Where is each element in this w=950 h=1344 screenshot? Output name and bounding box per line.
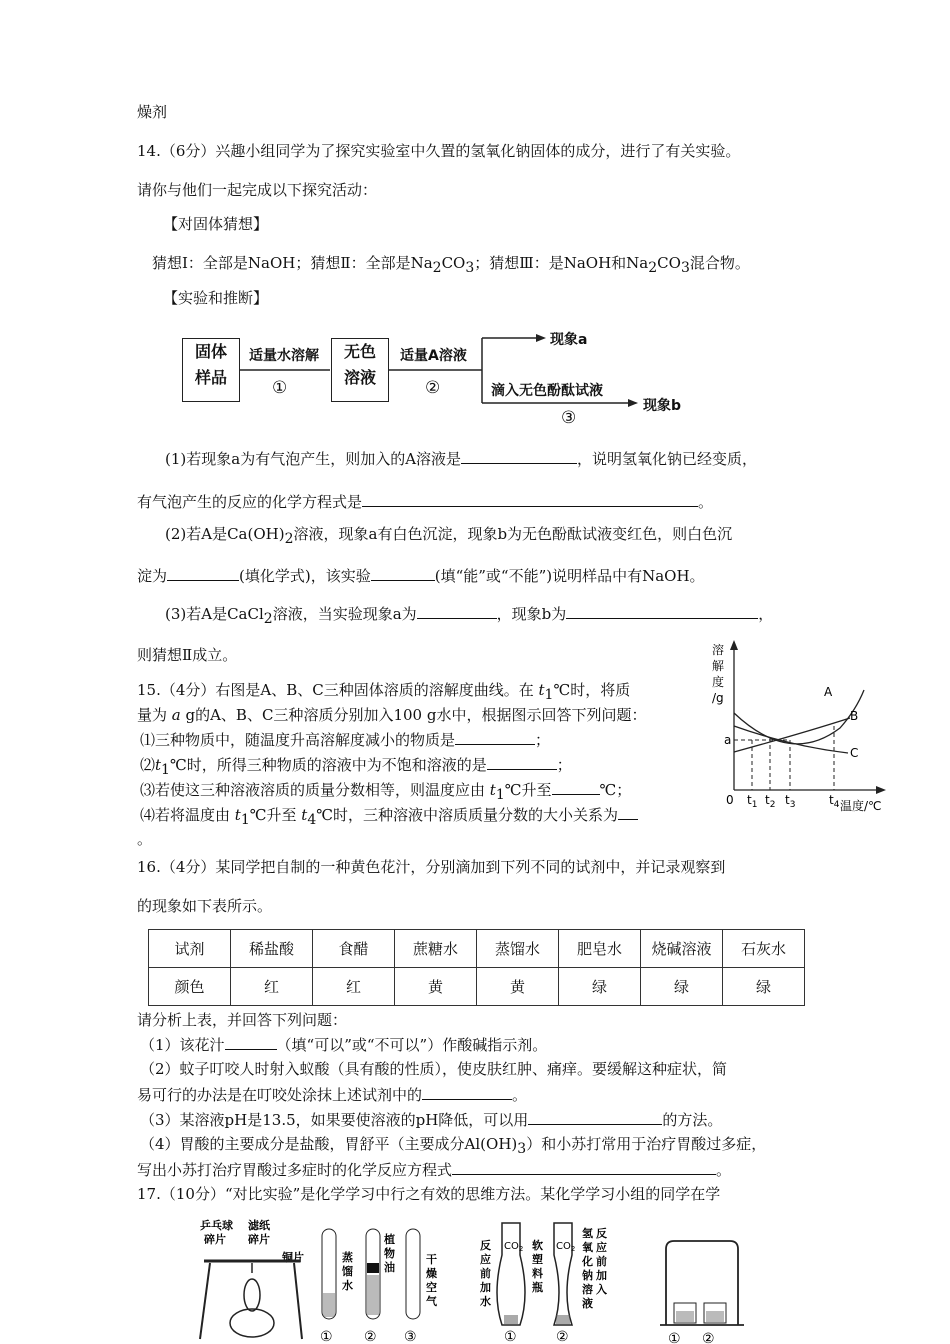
q15-sub2: $⑵t_1℃$时，所得三种物质的溶液中为不饱和溶液的是 ； xyxy=(140,756,572,778)
flow-result-b: 现象b xyxy=(643,398,682,414)
flow-step-2: ② xyxy=(425,378,441,398)
svg-text:反: 反 xyxy=(480,1239,491,1252)
svg-text:③: ③ xyxy=(404,1329,417,1344)
blank-phenomenon-b[interactable] xyxy=(566,603,758,619)
blank-A-solution[interactable] xyxy=(461,448,577,464)
ylabel-1: 溶 xyxy=(712,643,725,657)
table-cell: 蔗糖水 xyxy=(395,930,477,968)
table-cell: 黄 xyxy=(477,968,559,1006)
flow-arrows xyxy=(0,0,950,450)
q17-line1: 17.（10分）“对比实验”是化学学习中行之有效的思维方法。某化学学习小组的同学在学 xyxy=(137,1185,721,1203)
q14-part2-line2: 淀为 (填化学式)，该实验 (填“能”或“不能”)说明样品中有NaOH。 xyxy=(137,567,705,585)
q15-line2: 量为 a g的A、B、C三种溶质分别加入100 g水中，根据图示回答下列问题： xyxy=(137,706,647,724)
svg-text:物: 物 xyxy=(384,1247,395,1260)
blank-unsaturated[interactable] xyxy=(487,754,557,770)
figure-burning-tripod xyxy=(200,1218,304,1339)
q16-sub2-line2: 易可行的办法是在叮咬处涂抹上述试剂中的 。 xyxy=(137,1086,528,1104)
top-word: 燥剂 xyxy=(137,103,168,121)
q14-part3-line1: (3)若A是CaCl$_2$溶液，当实验现象a为 ，现象b为 ， xyxy=(165,605,774,627)
svg-text:铜片: 铜片 xyxy=(282,1251,304,1264)
q14-heading-guess: 【对固体猜想】 xyxy=(163,215,269,233)
flow-box-solid-sample: 固体 样品 xyxy=(182,338,240,402)
flow-label-dissolve: 适量水溶解 xyxy=(249,348,319,364)
q14-heading-experiment: 【实验和推断】 xyxy=(163,289,269,307)
svg-text:应: 应 xyxy=(596,1241,607,1254)
q16-sub4-line1: （4）胃酸的主要成分是盐酸，胃舒平（主要成分$Al(OH)_3$）和小苏打常用于治疗胃酸过多症， xyxy=(140,1135,767,1157)
svg-text:应: 应 xyxy=(480,1253,491,1266)
table-cell: 试剂 xyxy=(149,930,231,968)
q14-part3-line2: 则猜想Ⅱ成立。 xyxy=(137,646,238,664)
q16-line1: 16.（4分）某同学把自制的一种黄色花汁，分别滴加到下列不同的试剂中，并记录观察到 xyxy=(137,858,726,876)
svg-text:液: 液 xyxy=(582,1297,593,1310)
flow-result-a: 现象a xyxy=(550,332,588,348)
label-a: a xyxy=(724,733,732,747)
label-t4: $t_4$ xyxy=(829,793,840,810)
label-t2: $t_2$ xyxy=(765,793,776,810)
q16-sub1: （1）该花汁 （填“可以”或“不可以”）作酸碱指示剂。 xyxy=(140,1036,548,1054)
blank-can-indicator[interactable] xyxy=(225,1034,277,1050)
svg-text:入: 入 xyxy=(596,1283,607,1296)
q14-part1-line1: (1)若现象a为有气泡产生，则加入的A溶液是 ，说明氢氧化钠已经变质， xyxy=(165,450,758,468)
svg-text:前: 前 xyxy=(480,1267,491,1280)
ylabel-2: 解 xyxy=(712,659,725,673)
table-cell: 红 xyxy=(231,968,313,1006)
curve-label-A: A xyxy=(824,685,833,699)
svg-text:反: 反 xyxy=(596,1227,607,1240)
svg-text:CO2: $CO_2$ xyxy=(556,1241,576,1253)
figure-bell-jar xyxy=(660,1241,744,1344)
q15-sub1: ⑴三种物质中，随温度升高溶解度减小的物质是 ； xyxy=(140,731,551,749)
table-cell: 烧碱溶液 xyxy=(641,930,723,968)
q16-sub4-line2: 写出小苏打治疗胃酸过多症时的化学反应方程式 。 xyxy=(137,1161,732,1179)
svg-text:①: ① xyxy=(320,1329,333,1344)
q15-end: 。 xyxy=(137,830,153,848)
q15-sub3: ⑶若使这三种溶液溶质的质量分数相等，则温度应由 $t_1℃$升至 ℃； xyxy=(140,781,632,803)
flow-step-1: ① xyxy=(272,378,288,398)
svg-text:料: 料 xyxy=(532,1267,543,1280)
flow-label-add-A: 适量A溶液 xyxy=(400,348,467,364)
svg-text:水: 水 xyxy=(342,1279,353,1292)
blank-method[interactable] xyxy=(528,1109,662,1125)
q14-line1: 14.（6分）兴趣小组同学为了探究实验室中久置的氢氧化钠固体的成分，进行了有关实验。 xyxy=(137,142,741,160)
q14-part2-line1: (2)若A是$Ca(OH)_2$溶液，现象a有白色沉淀，现象b为无色酚酞试液变红色，则白色沉 xyxy=(165,525,733,547)
svg-text:②: ② xyxy=(364,1329,377,1344)
svg-text:塑: 塑 xyxy=(532,1253,543,1266)
svg-text:蒸: 蒸 xyxy=(342,1251,353,1264)
q16-sub2-line1: （2）蚊子叮咬人时射入蚁酸（具有酸的性质），使皮肤红肿、痛痒。要缓解这种症状，简 xyxy=(140,1060,728,1078)
solubility-graph xyxy=(690,638,900,818)
svg-text:气: 气 xyxy=(426,1295,437,1308)
table-cell: 蒸馏水 xyxy=(477,930,559,968)
blank-relation[interactable] xyxy=(618,804,638,820)
curve-label-C: C xyxy=(850,746,859,760)
svg-text:氧: 氧 xyxy=(582,1241,593,1254)
flow-label-phenolphthalein: 滴入无色酚酞试液 xyxy=(491,383,603,399)
blank-equation[interactable] xyxy=(362,491,698,507)
blank-decreasing-substance[interactable] xyxy=(455,729,535,745)
q14-guesses: 猜想Ⅰ：全部是NaOH；猜想Ⅱ：全部是$Na_2CO_3$；猜想Ⅲ：是NaOH和$Na_2CO_3$混合物。 xyxy=(152,254,750,276)
svg-text:前: 前 xyxy=(596,1255,607,1268)
label-zero: 0 xyxy=(726,793,734,807)
table-cell: 食醋 xyxy=(313,930,395,968)
svg-text:加: 加 xyxy=(596,1269,607,1282)
blank-temperature[interactable] xyxy=(552,779,600,795)
indicator-table xyxy=(148,929,805,1006)
svg-text:化: 化 xyxy=(582,1255,593,1268)
table-cell: 红 xyxy=(313,968,395,1006)
ylabel-3: 度 xyxy=(712,675,725,689)
svg-text:氢: 氢 xyxy=(582,1227,593,1240)
curve-B xyxy=(734,718,850,752)
svg-text:干: 干 xyxy=(426,1253,437,1266)
label-t1: $t_1$ xyxy=(747,793,758,810)
xlabel: 温度/℃ xyxy=(840,799,882,813)
figure-test-tubes xyxy=(320,1229,438,1344)
blank-precipitate[interactable] xyxy=(167,565,239,581)
table-cell: 黄 xyxy=(395,968,477,1006)
svg-text:软: 软 xyxy=(532,1239,543,1252)
q17-figures xyxy=(190,1215,830,1344)
table-cell: 颜色 xyxy=(149,968,231,1006)
curve-A xyxy=(734,690,864,744)
svg-text:CO2: $CO_2$ xyxy=(504,1241,524,1253)
table-cell: 绿 xyxy=(723,968,805,1006)
q14-part1-line2: 有气泡产生的反应的化学方程式是 。 xyxy=(137,493,714,511)
curve-label-B: B xyxy=(850,709,859,723)
svg-text:乒乓球: 乒乓球 xyxy=(200,1219,233,1232)
ylabel-4: /g xyxy=(712,691,724,705)
svg-text:植: 植 xyxy=(384,1233,395,1246)
svg-text:加: 加 xyxy=(480,1281,491,1294)
svg-text:瓶: 瓶 xyxy=(532,1281,543,1294)
blank-baking-soda-equation[interactable] xyxy=(452,1159,716,1175)
svg-text:碎片: 碎片 xyxy=(248,1233,270,1246)
svg-text:②: ② xyxy=(556,1329,569,1344)
table-row xyxy=(149,930,805,968)
table-cell: 稀盐酸 xyxy=(231,930,313,968)
svg-text:水: 水 xyxy=(480,1295,491,1308)
q15-line1: 15.（4分）右图是A、B、C三种固体溶质的溶解度曲线。在 $t_1℃$时，将质 xyxy=(137,681,631,703)
table-cell: 绿 xyxy=(641,968,723,1006)
figure-plastic-bottles xyxy=(480,1223,607,1344)
flow-step-3: ③ xyxy=(561,408,577,428)
q14-line2: 请你与他们一起完成以下探究活动： xyxy=(137,181,378,199)
svg-text:燥: 燥 xyxy=(426,1267,437,1280)
svg-text:①: ① xyxy=(504,1329,517,1344)
blank-reagent[interactable] xyxy=(422,1084,512,1100)
q16-sub3: （3）某溶液pH是13.5，如果要使溶液的pH降低，可以用 的方法。 xyxy=(140,1111,723,1129)
blank-phenomenon-a[interactable] xyxy=(417,603,497,619)
table-row xyxy=(149,968,805,1006)
svg-text:②: ② xyxy=(702,1331,715,1344)
svg-text:油: 油 xyxy=(384,1261,395,1274)
blank-can-or-cannot[interactable] xyxy=(371,565,435,581)
table-cell: 绿 xyxy=(559,968,641,1006)
q16-line2: 的现象如下表所示。 xyxy=(137,897,273,915)
q16-after-table: 请分析上表，并回答下列问题： xyxy=(137,1011,348,1029)
table-cell: 石灰水 xyxy=(723,930,805,968)
svg-text:滤纸: 滤纸 xyxy=(248,1219,270,1232)
svg-text:钠: 钠 xyxy=(582,1269,593,1282)
svg-text:①: ① xyxy=(668,1331,681,1344)
svg-text:碎片: 碎片 xyxy=(204,1233,226,1246)
table-cell: 肥皂水 xyxy=(559,930,641,968)
flow-box-colorless-solution: 无色 溶液 xyxy=(331,338,389,402)
q15-sub4: ⑷若将温度由 $t_1℃$升至 $t_4℃$时，三种溶液中溶质质量分数的大小关系为 xyxy=(140,804,638,830)
svg-text:馏: 馏 xyxy=(342,1265,353,1278)
svg-text:溶: 溶 xyxy=(582,1283,593,1296)
label-t3: $t_3$ xyxy=(785,793,796,810)
svg-text:空: 空 xyxy=(426,1281,437,1294)
